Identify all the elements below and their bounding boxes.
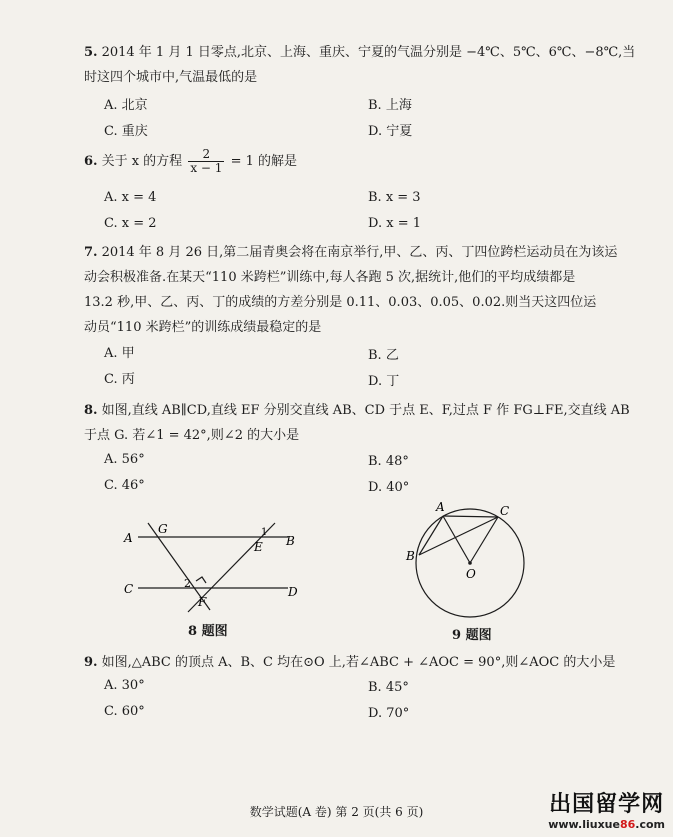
segment-ao [443,516,470,563]
option-d[interactable]: D. 40° [368,480,410,495]
question-text: 如图,△ABC 的顶点 A、B、C 均在⊙O 上,若∠ABC + ∠AOC = 90°,则∠AOC 的大小是 [101,655,616,670]
fraction [188,148,224,175]
site-watermark[interactable] [548,787,665,831]
url-prefix: www.liuxue [548,818,620,831]
question-text: 如图,直线 AB∥CD,直线 EF 分别交直线 AB、CD 于点 E、F,过点 F 作 FG⊥FE,交直线 AB [101,403,630,418]
label-a: A [436,500,445,514]
figure-9 [400,500,540,624]
question-text: 时这四个城市中,气温最低的是 [84,70,258,85]
question-text: 13.2 秒,甲、乙、丙、丁的成绩的方差分别是 0.11、0.03、0.05、0.02.则当天这四位运 [84,295,597,310]
question-text: 关于 x 的方程 [101,154,183,169]
figure-8-caption: 8 题图 [188,624,228,639]
label-d: D [288,585,298,599]
option-a[interactable]: A. 甲 [104,346,135,361]
question-number: 7. [84,245,98,260]
question-number: 5. [84,45,98,60]
label-e: E [254,540,263,554]
question-text: 动会积极准备.在某天“110 米跨栏”训练中,每人各跑 5 次,据统计,他们的平均成绩都是 [84,270,576,285]
option-d[interactable]: D. 70° [368,706,410,721]
option-c[interactable]: C. 46° [104,478,145,493]
option-d[interactable]: D. x = 1 [368,216,421,231]
fraction-numerator: 2 [188,148,224,162]
question-6 [84,148,644,175]
label-f: F [198,595,207,609]
question-text: 2014 年 1 月 1 日零点,北京、上海、重庆、宁夏的气温分别是 −4℃、5℃、6℃、−8℃,当 [101,45,636,60]
label-g: G [158,522,168,536]
option-a[interactable]: A. 56° [104,452,145,467]
option-a[interactable]: A. 北京 [104,98,148,113]
option-c[interactable]: C. x = 2 [104,216,157,231]
url-highlight: 86 [619,818,636,831]
label-b: B [406,549,415,563]
figure-8 [110,515,330,620]
figure-9-caption: 9 题图 [452,628,492,643]
segment-ac [443,516,498,517]
label-angle-1: 1 [261,527,268,538]
question-9 [84,650,644,675]
question-7 [84,240,644,340]
question-text: 2014 年 8 月 26 日,第二届青奥会将在南京举行,甲、乙、丙、丁四位跨栏运动员在为该运 [101,245,618,260]
right-angle-mark [196,577,206,583]
center-point [468,561,472,565]
watermark-logo: 出国留学网 [549,792,665,817]
label-b: B [286,534,295,548]
label-c: C [500,504,510,518]
question-text: 于点 G. 若∠1 = 42°,则∠2 的大小是 [84,428,300,443]
option-a[interactable]: A. x = 4 [104,190,157,205]
question-number: 9. [84,655,98,670]
url-suffix: .com [635,818,665,831]
fraction-denominator: x − 1 [190,161,223,175]
option-b[interactable]: B. 乙 [368,348,399,363]
watermark-url [548,818,665,831]
option-b[interactable]: B. 上海 [368,98,412,113]
option-d[interactable]: D. 丁 [368,374,400,389]
option-d[interactable]: D. 宁夏 [368,124,413,139]
question-text: 动员“110 米跨栏”的训练成绩最稳定的是 [84,320,322,335]
question-8 [84,398,644,448]
option-a[interactable]: A. 30° [104,678,145,693]
label-angle-2: 2 [184,577,191,590]
label-a: A [124,531,133,545]
question-number: 6. [84,154,98,169]
page-footer: 数学试题(A 卷) 第 2 页(共 6 页) [249,805,424,819]
question-text: = 1 的解是 [230,154,297,169]
question-number: 8. [84,403,98,418]
option-c[interactable]: C. 丙 [104,372,135,387]
option-c[interactable]: C. 重庆 [104,124,148,139]
option-b[interactable]: B. 48° [368,454,409,469]
option-b[interactable]: B. x = 3 [368,190,421,205]
question-5 [84,40,644,90]
option-b[interactable]: B. 45° [368,680,409,695]
label-o: O [466,567,476,581]
option-c[interactable]: C. 60° [104,704,145,719]
label-c: C [124,582,134,596]
